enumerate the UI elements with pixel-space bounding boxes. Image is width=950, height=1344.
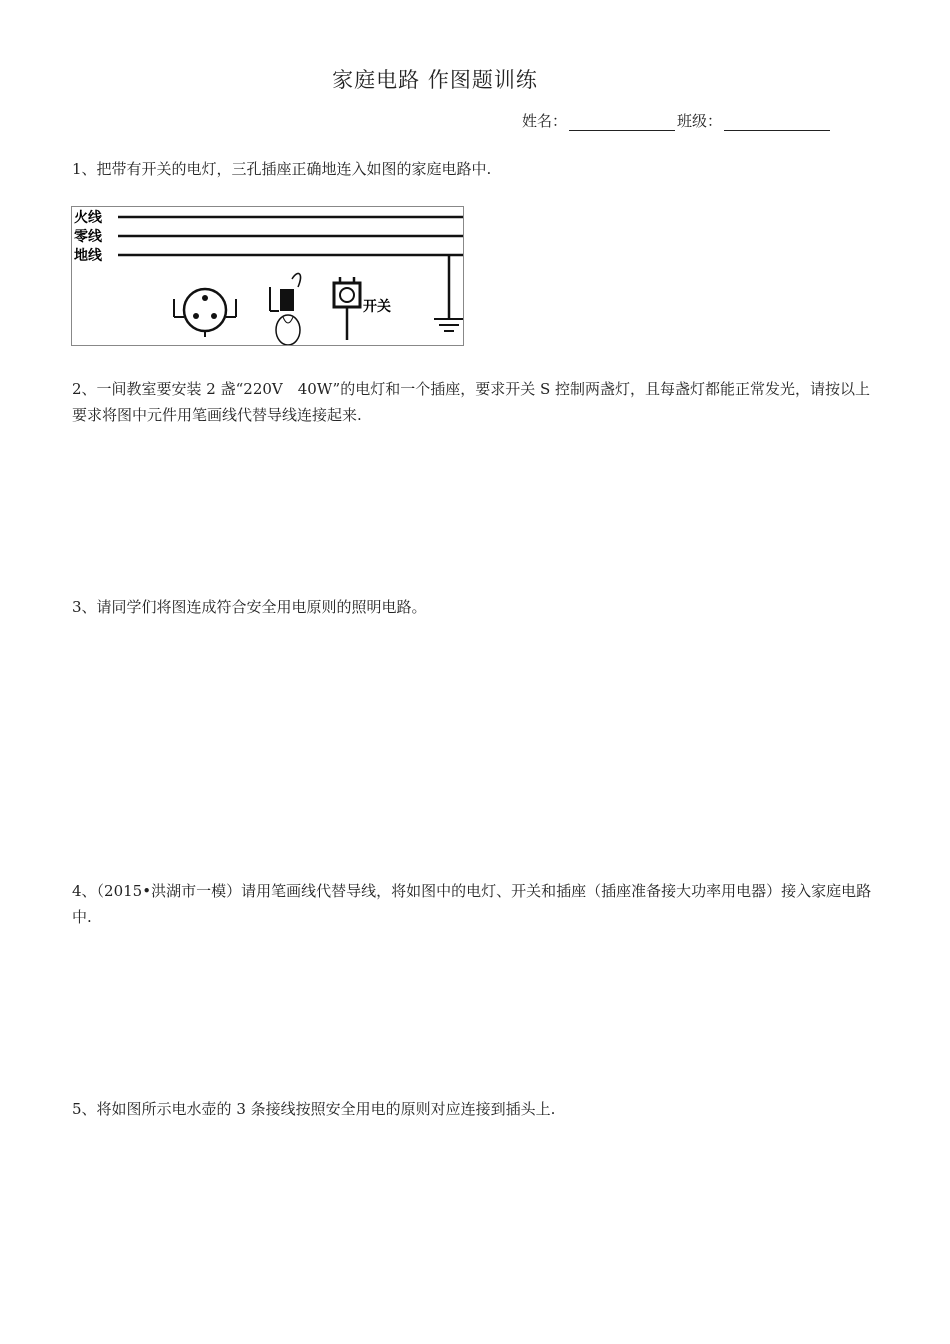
wire-label-live: 火线 xyxy=(74,210,102,226)
class-blank[interactable] xyxy=(724,116,830,131)
three-hole-socket-icon xyxy=(174,289,236,337)
switch-label: 开关 xyxy=(363,299,391,315)
name-label: 姓名： xyxy=(522,112,568,130)
question-1: 1、把带有开关的电灯，三孔插座正确地连入如图的家庭电路中. xyxy=(72,160,492,178)
circuit-figure-1 xyxy=(71,206,464,346)
class-label: 班级： xyxy=(677,112,723,130)
question-5: 5、将如图所示电水壶的 3 条接线按照安全用电的原则对应连接到插头上. xyxy=(72,1100,556,1118)
circuit-diagram xyxy=(72,207,463,345)
light-bulb-icon xyxy=(270,273,300,345)
page-title: 家庭电路 作图题训练 xyxy=(332,68,538,92)
name-blank[interactable] xyxy=(569,116,675,131)
switch-icon xyxy=(334,277,360,340)
student-info xyxy=(522,110,832,131)
wire-label-neutral: 零线 xyxy=(74,229,102,245)
earth-ground-icon xyxy=(434,255,463,331)
wire-label-ground: 地线 xyxy=(74,248,102,264)
question-3: 3、请同学们将图连成符合安全用电原则的照明电路。 xyxy=(72,598,427,616)
question-4: 4、（2015•洪湖市一模）请用笔画线代替导线，将如图中的电灯、开关和插座（插座准备接大功率用电器）接入家庭电路中. xyxy=(72,882,872,926)
question-2: 2、一间教室要安装 2 盏“220V 40W”的电灯和一个插座，要求开关 S 控制两盏灯，且每盏灯都能正常发光，请按以上要求将图中元件用笔画线代替导线连接起来. xyxy=(72,380,871,424)
